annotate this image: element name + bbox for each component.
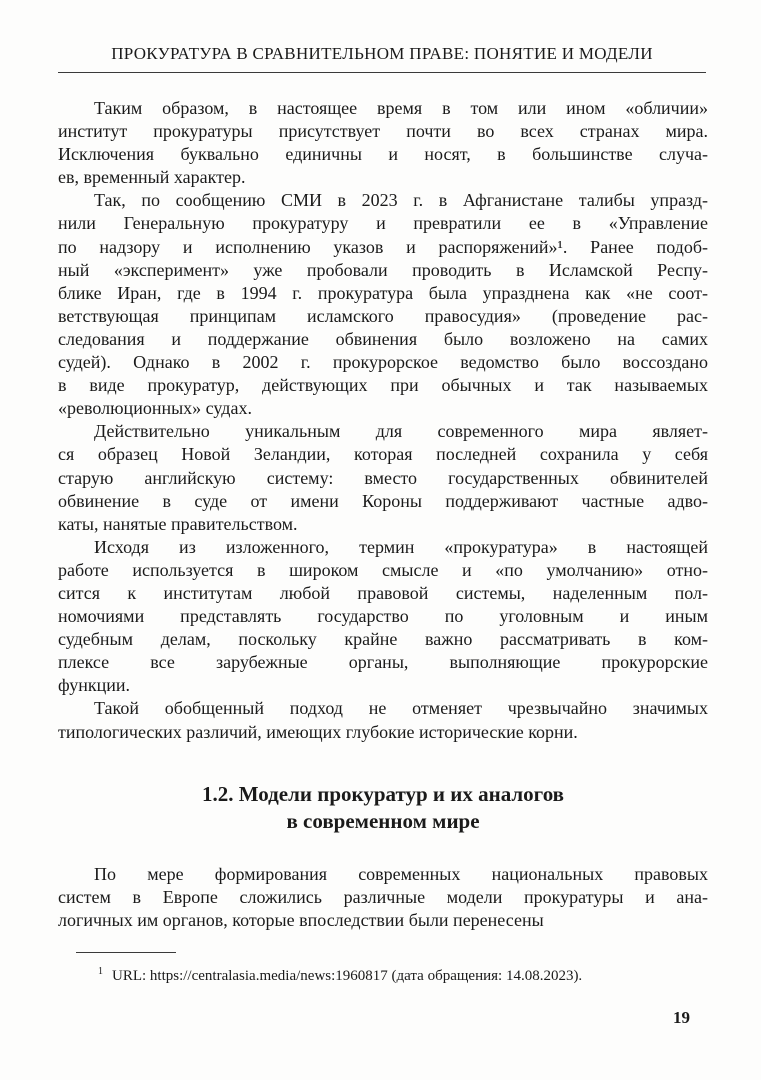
text-line: следования и поддержание обвинения было возложено на самих [58, 328, 708, 349]
text-line: в современном мире [286, 808, 480, 833]
footnote-rule [76, 952, 176, 953]
text-line: номочиями представлять государство по уголовным и иным [58, 606, 708, 627]
text-line: По мере формирования современных национальных правовых [94, 863, 708, 884]
text-line: ный «эксперимент» уже пробовали проводить в Исламской Респу- [58, 259, 708, 280]
text-line: Таким образом, в настоящее время в том или ином «обличии» [94, 98, 708, 118]
text-line: Действительно уникальным для современного мира являет- [94, 421, 708, 442]
footnote [58, 952, 708, 986]
text-line: каты, нанятые правительством. [58, 513, 298, 534]
text-line: Исходя из изложенного, термин «прокуратура» в настоящей [94, 536, 708, 557]
text-body [58, 97, 708, 932]
paragraph [58, 189, 708, 420]
paragraph [58, 697, 708, 743]
section-heading [58, 781, 708, 835]
paragraph [58, 420, 708, 535]
text-line: судебным делам, поскольку крайне важно рассматривать в ком- [58, 629, 708, 650]
footnote-marker: 1 [98, 966, 103, 977]
text-line: функции. [58, 675, 130, 696]
text-line: ев, временный характер. [58, 167, 246, 188]
footnote-text: URL: https://centralasia.media/news:1960817 (дата обращения: 14.08.2023). [112, 968, 583, 984]
running-header-text: ПРОКУРАТУРА В СРАВНИТЕЛЬНОМ ПРАВЕ: ПОНЯТИЕ И МОДЕЛИ [111, 44, 653, 63]
text-line: «революционных» судах. [58, 398, 252, 419]
text-line: старую английскую систему: вместо государственных обвинителей [58, 467, 708, 488]
text-line: ся образец Новой Зеландии, которая последней сохранила у себя [58, 444, 708, 465]
text-line: Исключения буквально единичны и носят, в большинстве случа- [58, 144, 708, 165]
text-line: институт прокуратуры присутствует почти во всех странах мира. [58, 121, 708, 142]
text-line: плексе все зарубежные органы, выполняющие прокурорские [58, 652, 708, 673]
text-line: нили Генеральную прокуратуру и превратили ее в «Управление [58, 213, 708, 234]
running-header [58, 44, 706, 73]
text-line: работе используется в широком смысле и «по умолчанию» отно- [58, 559, 708, 580]
text-line: логичных им органов, которые впоследствии были перенесены [58, 909, 544, 930]
text-line: Такой обобщенный подход не отменяет чрезвычайно значимых [94, 698, 708, 719]
text-line: Так, по сообщению СМИ в 2023 г. в Афганистане талибы упразд- [94, 190, 708, 211]
paragraph [58, 536, 708, 698]
text-line: в виде прокуратур, действующих при обычных и так называемых [58, 375, 708, 396]
text-line: обвинение в суде от имени Короны поддерживают частные адво- [58, 490, 708, 511]
text-line: типологических различий, имеющих глубокие исторические корни. [58, 721, 578, 742]
text-line: 1.2. Модели прокуратур и их аналогов [201, 781, 565, 806]
page-number: 19 [673, 1008, 690, 1027]
text-line: по надзору и исполнению указов и распоряжений»¹. Ранее подоб- [58, 236, 708, 257]
text-line: систем в Европе сложились различные модели прокуратуры и ана- [58, 886, 708, 907]
paragraph [58, 863, 708, 932]
text-line: блике Иран, где в 1994 г. прокуратура была упразднена как «не соот- [58, 282, 708, 303]
footnote-text-line [58, 962, 708, 986]
paragraph [58, 97, 708, 189]
text-line: судей). Однако в 2002 г. прокурорское ведомство было воссоздано [58, 352, 708, 373]
text-line: сится к институтам любой правовой системы, наделенным пол- [58, 582, 708, 603]
text-line: ветствующая принципам исламского правосудия» (проведение рас- [58, 305, 708, 326]
